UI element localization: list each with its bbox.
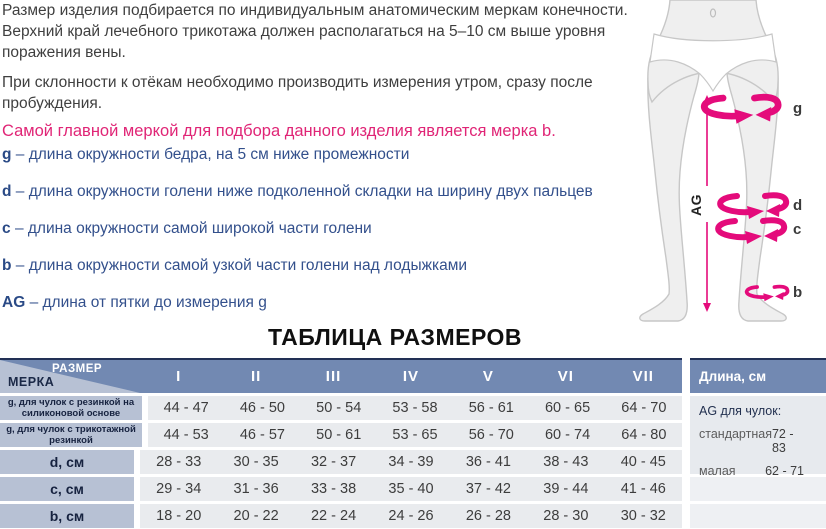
intro-section — [2, 0, 630, 154]
table-row-g-silicone — [0, 396, 682, 420]
size-cell: 38 - 43 — [543, 454, 589, 470]
size-cell: 53 - 58 — [392, 400, 438, 416]
list-item — [2, 255, 642, 277]
column-header-VI: VI — [557, 368, 574, 385]
list-item — [2, 218, 642, 240]
column-header-V: V — [482, 368, 494, 385]
legs-measurement-figure — [600, 0, 826, 350]
key-measure-note: Самой главной меркой для подбора данного изделия является мерка b. — [2, 122, 556, 140]
size-cell: 64 - 80 — [621, 427, 667, 443]
size-cell: 26 - 28 — [465, 508, 511, 524]
size-cell: 53 - 65 — [392, 427, 438, 443]
measure-desc-g: длина окружности бедра, на 5 см ниже промежности — [28, 146, 410, 163]
dash: – — [15, 183, 25, 200]
size-cell: 24 - 26 — [388, 508, 434, 524]
size-cell: 50 - 54 — [316, 400, 362, 416]
size-cell: 29 - 34 — [156, 481, 202, 497]
column-header-VII: VII — [632, 368, 654, 385]
size-cell: 60 - 74 — [544, 427, 591, 443]
size-cell: 40 - 45 — [620, 454, 666, 470]
row-label: b, см — [0, 504, 134, 528]
length-row-standard — [699, 427, 826, 455]
table-row-b — [0, 504, 682, 528]
length-label: стандартная — [699, 427, 772, 441]
size-cell: 56 - 70 — [468, 427, 514, 443]
ag-arrow-down-icon — [703, 303, 711, 312]
size-columns — [140, 360, 682, 393]
size-cell: 33 - 38 — [310, 481, 357, 497]
size-cell: 32 - 37 — [310, 454, 357, 470]
measure-key-b: b — [2, 257, 12, 274]
intro-paragraph-2: При склонности к отёкам необходимо производить измерения утром, сразу после пробуждения. — [2, 74, 593, 112]
measure-desc-d: длина окружности голени ниже подколенной складки на ширину двух пальцев — [28, 183, 593, 200]
size-cell: 56 - 61 — [468, 400, 514, 416]
measure-key-d: d — [2, 183, 12, 200]
size-cell: 46 - 57 — [239, 427, 285, 443]
size-cell: 37 - 42 — [465, 481, 511, 497]
row-values — [140, 477, 682, 501]
size-cell: 30 - 32 — [620, 508, 666, 524]
row-label: c, см — [0, 477, 134, 501]
size-table-title: ТАБЛИЦА РАЗМЕРОВ — [267, 324, 522, 350]
size-cell: 64 - 70 — [621, 400, 667, 416]
length-value: 72 - 83 — [771, 427, 794, 455]
measure-key-g: g — [2, 146, 12, 163]
row-values — [148, 423, 682, 447]
length-panel — [690, 358, 826, 528]
size-cell: 44 - 53 — [163, 427, 209, 443]
list-item — [2, 144, 642, 166]
size-cell: 44 - 47 — [163, 400, 209, 416]
size-table — [0, 358, 682, 528]
measure-desc-c: длина окружности самой широкой части голени — [27, 220, 372, 237]
size-table-header-row — [0, 360, 682, 393]
length-row-small — [699, 464, 826, 478]
size-cell: 30 - 35 — [233, 454, 279, 470]
size-cell: 60 - 65 — [544, 400, 591, 416]
column-header-IV: IV — [402, 368, 420, 385]
list-item — [2, 181, 642, 203]
dash: – — [15, 146, 25, 163]
size-cell: 35 - 40 — [388, 481, 434, 497]
row-label: g, для чулок с резинкой на силиконовой основе — [0, 396, 142, 420]
length-empty-cell — [690, 504, 826, 528]
length-panel-body — [690, 396, 826, 478]
figure-label-g: g — [793, 100, 803, 117]
row-label: d, см — [0, 450, 134, 474]
dash: – — [14, 220, 24, 237]
dash: – — [15, 257, 25, 274]
size-cell: 34 - 39 — [388, 454, 434, 470]
row-label: g, для чулок с трикотажной резинкой — [0, 423, 142, 447]
row-values — [140, 504, 682, 528]
size-cell: 18 - 20 — [156, 508, 202, 524]
length-panel-header: Длина, см — [690, 360, 826, 393]
dash: – — [29, 294, 39, 311]
figure-label-d: d — [793, 197, 803, 214]
row-values — [140, 450, 682, 474]
measure-desc-b: длина окружности самой узкой части голени над лодыжками — [28, 257, 468, 274]
size-cell: 20 - 22 — [233, 508, 279, 524]
column-header-III: III — [325, 368, 342, 385]
table-row-c — [0, 477, 682, 501]
intro-paragraph-1: Размер изделия подбирается по индивидуальным анатомическим меркам конечности. Верхний край лечебного трикотажа должен располагаться на 5–10 см выше уровня поражения вены. — [2, 2, 628, 61]
length-label: малая — [699, 464, 736, 478]
size-cell: 41 - 46 — [620, 481, 666, 497]
figure-label-c: c — [793, 221, 802, 238]
size-cell: 36 - 41 — [465, 454, 511, 470]
size-cell: 31 - 36 — [233, 481, 279, 497]
legs-illustration — [600, 0, 826, 350]
length-empty-cell — [690, 477, 826, 501]
row-values — [148, 396, 682, 420]
table-row-g-knit — [0, 423, 682, 447]
measure-desc-ag: длина от пятки до измерения g — [42, 294, 267, 311]
size-cell: 28 - 33 — [156, 454, 202, 470]
measurement-list — [2, 144, 642, 329]
figure-label-b: b — [793, 284, 803, 301]
corner-label-size: РАЗМЕР — [52, 363, 103, 375]
figure-label-ag: AG — [688, 194, 704, 216]
column-header-II: II — [250, 368, 262, 385]
size-cell: 46 - 50 — [239, 400, 285, 416]
size-cell: 39 - 44 — [543, 481, 589, 497]
corner-cell — [0, 360, 140, 393]
list-item — [2, 292, 642, 314]
measure-key-ag: AG — [2, 294, 26, 311]
measure-key-c: c — [2, 220, 11, 237]
length-panel-subtitle: AG для чулок: — [699, 404, 782, 418]
column-header-I: I — [176, 368, 182, 385]
corner-label-measure: МЕРКА — [8, 375, 55, 389]
size-cell: 28 - 30 — [543, 508, 589, 524]
table-row-d — [0, 450, 682, 474]
size-cell: 22 - 24 — [310, 508, 357, 524]
size-cell: 50 - 61 — [316, 427, 362, 443]
length-value: 62 - 71 — [765, 464, 804, 478]
